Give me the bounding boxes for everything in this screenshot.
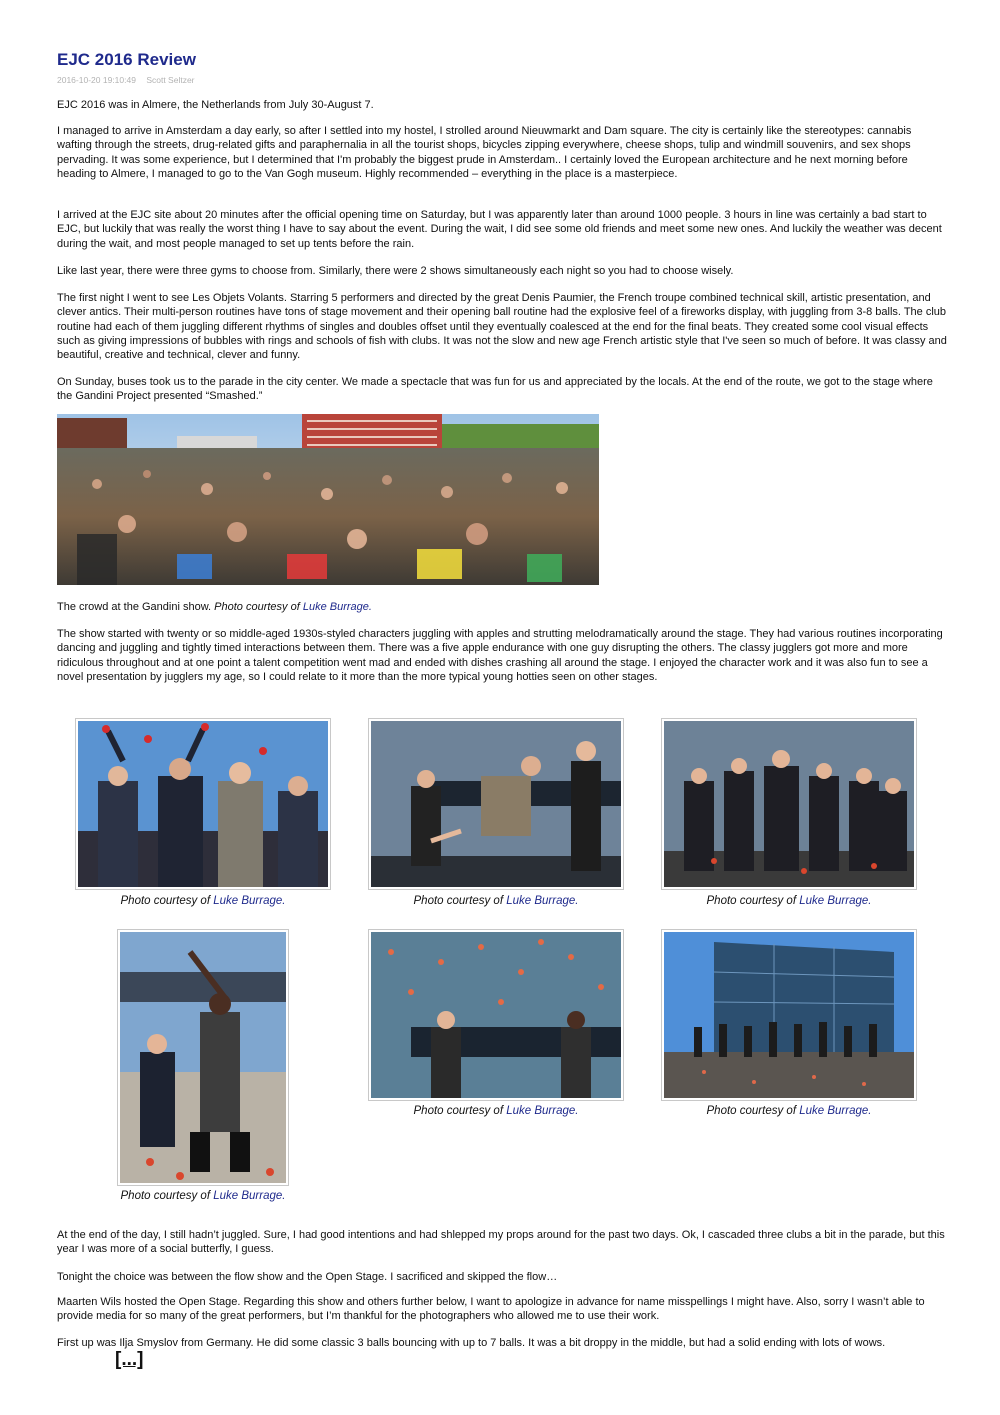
gallery-caption-1 <box>73 895 333 907</box>
photographer-link[interactable]: Luke Burrage. <box>506 895 579 907</box>
gallery-image-4 <box>120 932 286 1183</box>
crowd-photo <box>57 414 599 585</box>
read-more-link[interactable]: [...] <box>115 1349 144 1370</box>
photographer-link[interactable]: Luke Burrage. <box>213 895 286 907</box>
post-author: Scott Seltzer <box>146 75 195 85</box>
gallery-caption-5 <box>366 1105 626 1117</box>
gallery-photo-6[interactable] <box>661 929 917 1101</box>
paragraph-arrival: I arrived at the EJC site about 20 minutes after the official opening time on Saturday, but I was apparently later than around 1000 people. 3 hours in line was certainly a bad start to EJC, but luckily that was really the worst thing I have to say about the event. During the wait, I did see some old friends and meet some new ones. And luckily the weather was decent during the wait, and most people managed to set up tents before the rain. <box>57 209 942 250</box>
gallery-caption-2 <box>366 895 626 907</box>
caption-text: Photo courtesy of <box>120 1190 211 1202</box>
gallery-image-6 <box>664 932 914 1098</box>
caption-text: Photo courtesy of <box>413 895 504 907</box>
caption-text: Photo courtesy of <box>413 1105 504 1117</box>
gallery-photo-2[interactable] <box>368 718 624 890</box>
gallery-image-5 <box>371 932 621 1098</box>
paragraph-parade: On Sunday, buses took us to the parade in the city center. We made a spectacle that was fun for us and appreciated by the locals. At the end of the route, we got to the stage where the Gandini Project presented “Smashed.” <box>57 376 933 403</box>
photographer-link[interactable]: Luke Burrage. <box>213 1190 286 1202</box>
paragraph-end-of-day: At the end of the day, I still hadn’t juggled. Sure, I had good intentions and had shlepped my props around for the past two days. Ok, I cascaded three clubs a bit in the parade, but this year I was more of a social butterfly, I guess. <box>57 1229 945 1256</box>
crowd-caption-text: The crowd at the Gandini show. <box>57 601 212 613</box>
gallery-caption-3 <box>659 895 919 907</box>
crowd-image <box>57 414 599 585</box>
paragraph-flow-show: Tonight the choice was between the flow show and the Open Stage. I sacrificed and skipped the flow… <box>57 1271 558 1283</box>
gallery-photo-5[interactable] <box>368 929 624 1101</box>
paragraph-objets-volants: The first night I went to see Les Objets Volants. Starring 5 performers and directed by the great Denis Paumier, the French troupe combined technical skill, artistic presentation, and clever antics. Their multi-person routines have tons of stage movement and their opening ball routine had the explosive feel of a fireworks display, with juggling from 3-8 balls. The club routine had each of them juggling different rhythms of singles and doubles offset until they eventually coalesced at the end for the final beats. They created some cool visual effects such as giving impressions of bubbles with rings and schools of fish with clubs. It was not the slow and new age French artistic style that I've seen so much of before. It was classy and beautiful, creative and technical, clever and funny. <box>57 292 947 362</box>
crowd-caption <box>57 600 947 614</box>
gallery-photo-4[interactable] <box>117 929 289 1186</box>
photographer-link[interactable]: Luke Burrage. <box>799 1105 872 1117</box>
post-date: 2016-10-20 19:10:49 <box>57 75 136 85</box>
paragraph-intro: EJC 2016 was in Almere, the Netherlands from July 30-August 7. <box>57 99 374 111</box>
paragraph-smashed: The show started with twenty or so middle-aged 1930s-styled characters juggling with apples and strutting melodramatically around the stage. They had various routines incorporating dancing and juggling and tightly timed interactions between them. There was a five apple endurance with one guy disrupting the others. The classy jugglers got more and more ridiculous throughout and at one point a talent competition went mad and ended with dishes crashing all around the stage. I enjoyed the character work and it was also fun to see a novel presentation by jugglers my age, so I could relate to it more than the more typical young hotties seen on other stages. <box>57 628 943 683</box>
paragraph-open-stage: Maarten Wils hosted the Open Stage. Regarding this show and others further below, I want to apologize in advance for name misspellings I might have. Also, sorry I wasn’t able to provide media for so many of the great performers, but I’m thankful for the photographers who allowed me to use their work. <box>57 1296 925 1323</box>
gallery-image-3 <box>664 721 914 887</box>
gallery-image-2 <box>371 721 621 887</box>
paragraph-ilja: First up was Ilja Smyslov from Germany. He did some classic 3 balls bouncing with up to 7 balls. It was a bit droppy in the middle, but had a solid ending with lots of wows. <box>57 1337 886 1349</box>
gallery-photo-3[interactable] <box>661 718 917 890</box>
gallery-caption-6 <box>659 1105 919 1117</box>
gallery-photo-1[interactable] <box>75 718 331 890</box>
caption-text: Photo courtesy of <box>706 1105 797 1117</box>
paragraph-gyms: Like last year, there were three gyms to choose from. Similarly, there were 2 shows simultaneously each night so you had to choose wisely. <box>57 265 734 277</box>
article-meta <box>57 75 195 85</box>
photographer-link[interactable]: Luke Burrage. <box>799 895 872 907</box>
caption-text: Photo courtesy of <box>120 895 211 907</box>
gallery-image-1 <box>78 721 328 887</box>
paragraph-amsterdam: I managed to arrive in Amsterdam a day early, so after I settled into my hostel, I strolled around Nieuwmarkt and Dam square. The city is certainly like the stereotypes: cannabis wafting through the streets, drug-related gifts and paraphernalia in all the tourist shops, bicycles zipping everywhere, cheese shops, tulip and windmill souvenirs, and sex shops pervading. It was some experience, but I determined that I'm probably the biggest prude in Amsterdam.. I certainly loved the European architecture and he next morning before heading to Almere, I managed to go to the Van Gogh museum. Highly recommended – everything in the place is a masterpiece. <box>57 125 912 180</box>
photographer-link[interactable]: Luke Burrage. <box>302 601 372 613</box>
gallery-caption-4 <box>73 1190 333 1202</box>
crowd-caption-credit: Photo courtesy of <box>214 601 300 613</box>
article-title: EJC 2016 Review <box>57 50 196 69</box>
photographer-link[interactable]: Luke Burrage. <box>506 1105 579 1117</box>
caption-text: Photo courtesy of <box>706 895 797 907</box>
